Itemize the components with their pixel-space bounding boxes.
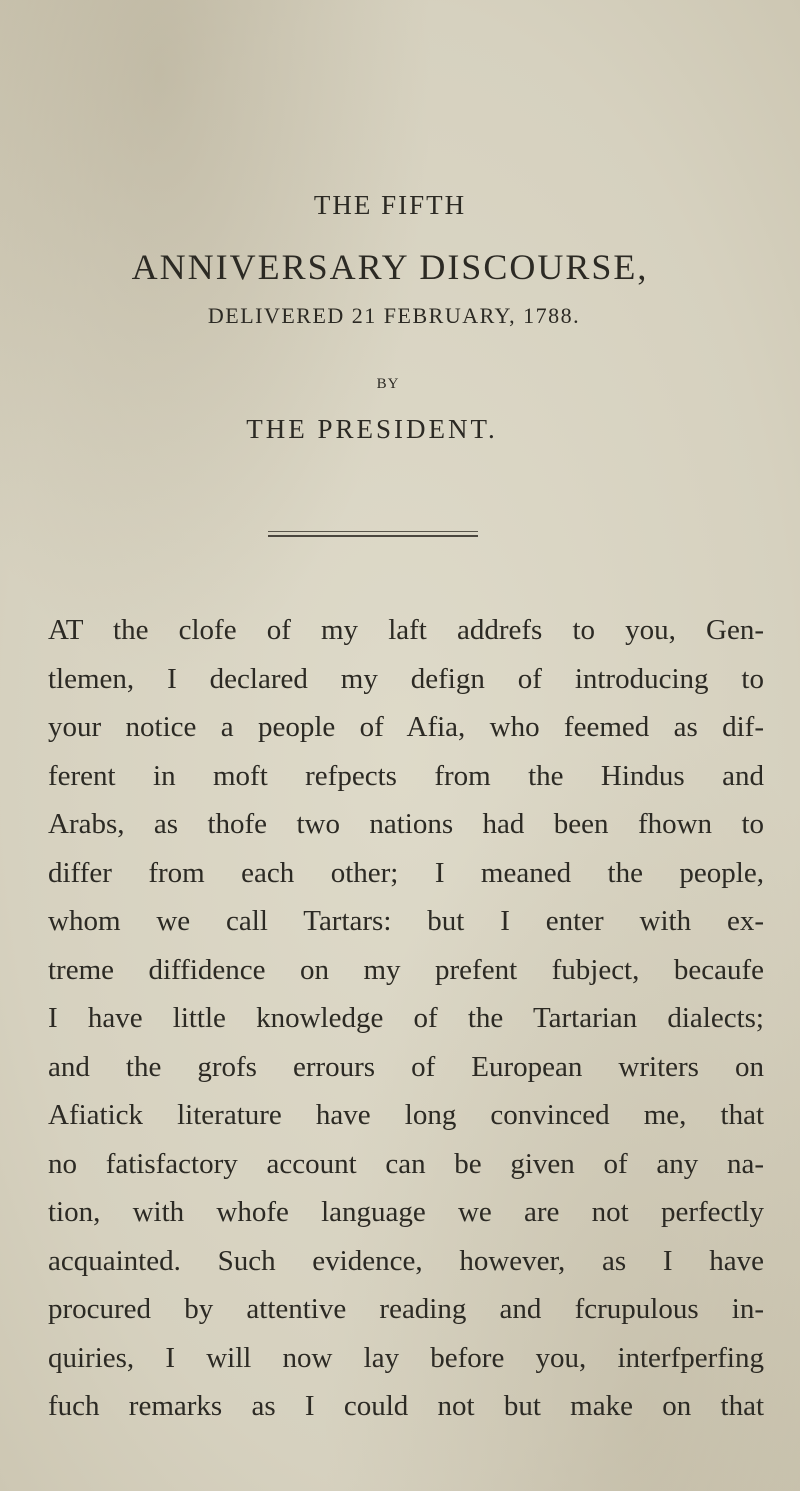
text-line-11: Afiatick literature have long convinced me, that [48,1099,764,1131]
heading-by: BY [376,376,400,392]
heading-the-fifth: THE FIFTH [313,190,467,220]
text-line-14: acquainted. Such evidence, however, as I have [48,1244,764,1277]
text-line-8: treme diffidence on my prefent fubject, becaufe [48,953,764,986]
text-line-7: whom we call Tartars: but I enter with ex- [48,905,764,937]
text-line-2: tlemen, I declared my defign of introducing to [48,662,764,695]
text-line-17: fuch remarks as I could not but make on that [48,1390,764,1422]
text-line-3: your notice a people of Afia, who feemed as dif- [48,711,764,743]
text-line-4: ferent in moft refpects from the Hindus and [48,759,764,792]
text-line-16: quiries, I will now lay before you, interfperfing [48,1341,764,1374]
section-divider-thin [268,531,478,532]
text-line-9: I have little knowledge of the Tartarian dialects; [48,1002,764,1034]
text-line-10: and the grofs errours of European writers on [48,1050,764,1083]
heading-the-president: THE PRESIDENT. [246,414,498,444]
heading-delivered-date: DELIVERED 21 FEBRUARY, 1788. [207,303,581,328]
text-line-12: no fatisfactory account can be given of any na- [48,1147,764,1180]
text-line-6: differ from each other; I meaned the people, [48,856,764,889]
section-divider-thick [268,535,478,537]
discourse-body-text [48,606,764,1431]
heading-anniversary-discourse: ANNIVERSARY DISCOURSE, [131,247,649,287]
text-line-1: AT the clofe of my laft addrefs to you, Gen- [48,614,764,646]
text-line-15: procured by attentive reading and fcrupulous in- [48,1293,764,1325]
text-line-5: Arabs, as thofe two nations had been fhown to [48,808,764,840]
text-line-13: tion, with whofe language we are not perfectly [48,1196,764,1228]
